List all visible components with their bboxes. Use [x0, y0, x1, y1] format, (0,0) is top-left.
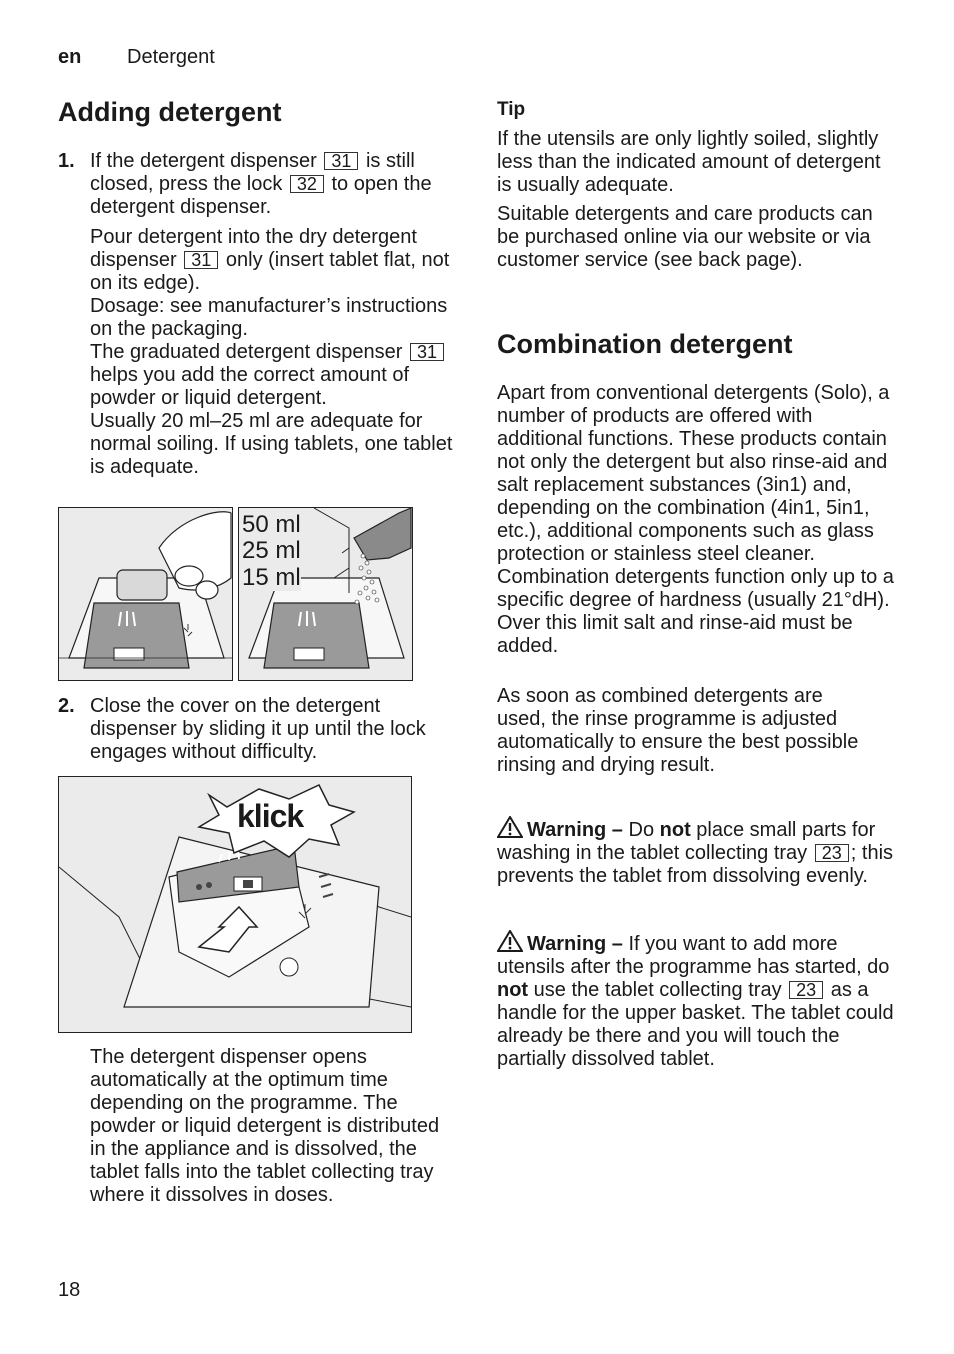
step-1-para-5: Usually 20 ml–25 ml are adequate for normal soiling. If using tablets, one tablet is adequate. [90, 410, 453, 478]
warning-2-label: Warning – [527, 933, 623, 955]
tablet-insertion-illustration [59, 508, 232, 680]
warning-1: Warning – Do not place small parts for washing in the tablet collecting tray 23 ; this prevents the tablet from dissolving evenly. [497, 816, 895, 888]
figure-graduated-dispenser [238, 507, 413, 681]
combination-para-2: As soon as combined detergents are used, the rinse programme is adjusted automatically to ensure the best possible rinsing and drying result. [497, 685, 859, 776]
figure-insert-tablet [58, 507, 233, 681]
combination-detergent-title: Combination detergent [497, 329, 793, 359]
step-1-number: 1. [58, 150, 75, 172]
step-1-para-4: The graduated detergent dispenser 31 helps you add the correct amount of powder or liquid detergent. [90, 341, 458, 410]
ref-box-23: 23 [815, 844, 849, 862]
step-1-para-1: If the detergent dispenser 31 is still closed, press the lock 32 to open the detergent dispenser. [90, 150, 432, 218]
dosage-mark-15ml: 15 ml [242, 564, 301, 591]
step-2-number: 2. [58, 695, 75, 717]
warning-2: Warning – If you want to add more utensils after the programme has started, do not use the tablet collecting tray 23 as a handle for the upper basket. The tablet could already be there and you will touch the partially dissolved tablet. [497, 930, 895, 1071]
klick-callout: klick [237, 798, 304, 834]
warning-triangle-icon [497, 930, 523, 952]
ref-box-32: 32 [290, 175, 324, 193]
step-1-para-3: Dosage: see manufacturer’s instructions on the packaging. [90, 295, 448, 340]
adding-detergent-title: Adding detergent [58, 97, 282, 127]
page-number: 18 [58, 1279, 81, 1301]
header-language: en [58, 46, 82, 68]
close-cover-illustration [59, 777, 411, 1032]
tip-text-1: If the utensils are only lightly soiled, slightly less than the indicated amount of detergent is usually adequate. [497, 128, 881, 196]
after-closing-text: The detergent dispenser opens automatically at the optimum time depending on the programme. The powder or liquid detergent is distributed in the appliance and is dissolved, the tablet falls into the tablet collecting tray where it dissolves in doses. [90, 1046, 440, 1206]
ref-box-31: 31 [184, 251, 218, 269]
warning-1-label: Warning – [527, 819, 623, 841]
ref-box-31: 31 [410, 343, 444, 361]
dosage-mark-25ml: 25 ml [242, 537, 301, 564]
tip-text-2: Suitable detergents and care products can be purchased online via our website or via customer service (see back page). [497, 203, 873, 271]
warning-triangle-icon [497, 816, 523, 838]
tip-label: Tip [497, 99, 526, 120]
combination-para-1: Apart from conventional detergents (Solo), a number of products are offered with additional functions. These products contain not only the detergent but also rinse-aid and salt replacement substances (3in1) and, depending on the combination (4in1, 5in1, etc.), additional components such as glass protection or stainless steel cleaner. Combination detergents function only up to a specific degree of hardness (usually 21°dH). Over this limit salt and rinse-aid must be added. [497, 382, 894, 657]
figure-close-cover [58, 776, 412, 1033]
ref-box-31: 31 [324, 152, 358, 170]
ref-box-23: 23 [789, 981, 823, 999]
step-2-text: Close the cover on the detergent dispenser by sliding it up until the lock engages without difficulty. [90, 695, 426, 763]
step-1-para-2: Pour detergent into the dry detergent dispenser 31 only (insert tablet flat, not on its edge). [90, 226, 450, 294]
dosage-mark-50ml: 50 ml [242, 511, 301, 538]
header-section: Detergent [127, 46, 215, 68]
